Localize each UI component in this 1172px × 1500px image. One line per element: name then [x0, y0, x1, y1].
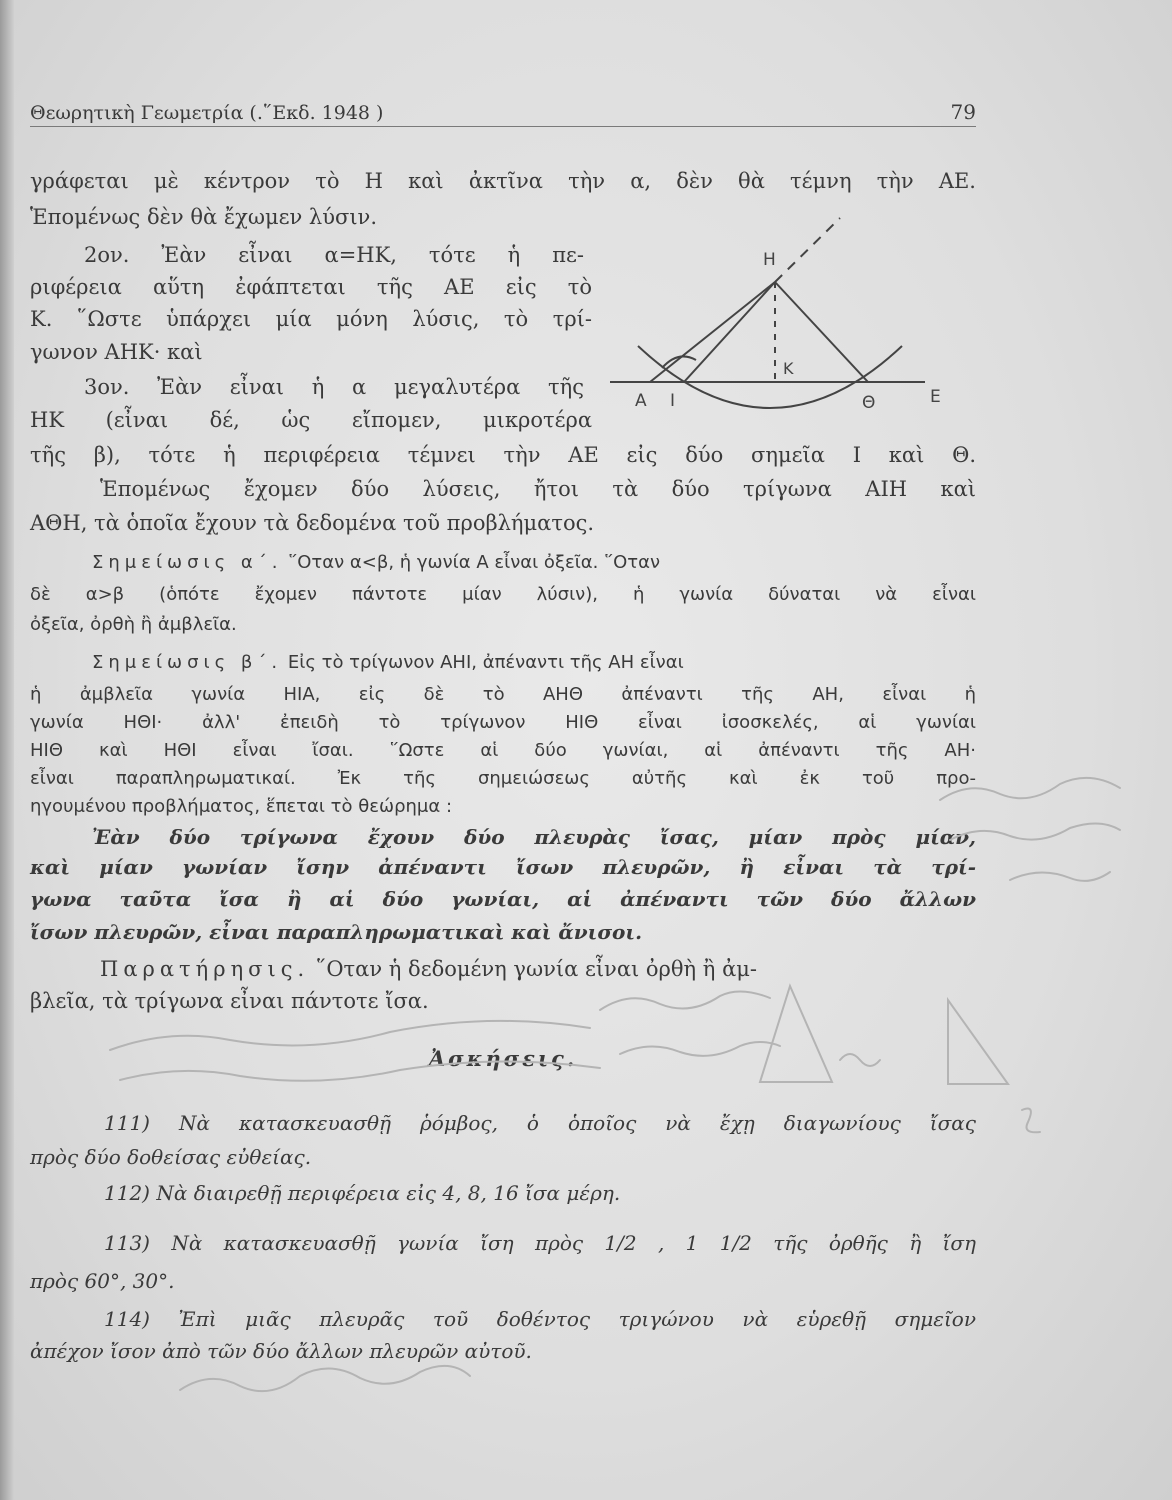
exercises-heading: Ἀσκήσεις. — [428, 1046, 578, 1071]
body-line-3: 2ον. Ἐὰν εἶναι α=ΗΚ, τότε ἡ πε- — [84, 243, 584, 267]
label-e: Ε — [930, 387, 941, 407]
body-line-6: γωνον ΑΗΚ· καὶ — [30, 340, 203, 364]
exercise-111: 111) Νὰ κατασκευασθῇ ῥόμβος, ὁ ὁποῖος νὰ ἔχῃ διαγωνίους ἴσας — [104, 1111, 976, 1135]
page-edge-shadow — [0, 0, 14, 1500]
note-alpha-line-1: ῞Οταν α<β, ἡ γωνία Α εἶναι ὀξεῖα. ῞Οταν — [288, 552, 661, 573]
pencil-bottom-note — [180, 1366, 470, 1391]
running-header — [30, 100, 976, 127]
theorem-line-3: γωνα ταῦτα ἴσα ἢ αἱ δύο γωνίαι, αἱ ἀπέναντι τῶν δύο ἄλλων — [30, 887, 976, 911]
exercise-111-cont: πρὸς δύο δοθείσας εὐθείας. — [30, 1145, 312, 1169]
body-line-2: Ἑπομένως δὲν θὰ ἔχωμεν λύσιν. — [30, 205, 377, 229]
note-beta-line-5: εἶναι παραπληρωματικαί. Ἐκ τῆς σημειώσεως αὐτῆς καὶ ἐκ τοῦ προ- — [30, 768, 976, 789]
body-line-4: ριφέρεια αὕτη ἐφάπτεται τῆς ΑΕ εἰς τὸ — [30, 275, 592, 299]
note-beta-line-3: γωνία ΗΘΙ· ἀλλ' ἐπειδὴ τὸ τρίγωνον ΗΙΘ εἶναι ἰσοσκελές, αἱ γωνίαι — [30, 712, 976, 733]
body-line-9: τῆς β), τότε ἡ περιφέρεια τέμνει τὴν ΑΕ εἰς δύο σημεῖα Ι καὶ Θ. — [30, 443, 976, 467]
extension-dashed-line — [775, 218, 840, 282]
remark-label: Παρατήρησις. — [100, 957, 310, 981]
theorem-line-2: καὶ μίαν γωνίαν ἴσην ἀπέναντι ἴσων πλευρῶν, ἢ εἶναι τὰ τρί- — [30, 855, 976, 879]
body-line-11: ΑΘΗ, τὰ ὁποῖα ἔχουν τὰ δεδομένα τοῦ προβλήματος. — [30, 511, 595, 535]
body-line-1: γράφεται μὲ κέντρον τὸ Η καὶ ἀκτῖνα τὴν α, δὲν θὰ τέμνη τὴν ΑΕ. — [30, 169, 976, 193]
label-k: Κ — [783, 359, 794, 378]
body-line-5: Κ. ῞Ωστε ὑπάρχει μία μόνη λύσις, τὸ τρί- — [30, 307, 592, 331]
note-beta-line-1: Εἰς τὸ τρίγωνον ΑΗΙ, ἀπέναντι τῆς ΑΗ εἶναι — [287, 652, 684, 673]
remark — [100, 954, 976, 984]
note-beta-line-6: ηγουμένου προβλήματος, ἕπεται τὸ θεώρημα : — [30, 796, 453, 817]
exercise-114-cont: ἀπέχον ἴσον ἀπὸ τῶν δύο ἄλλων πλευρῶν αὐτοῦ. — [30, 1339, 532, 1363]
body-line-10: Ἑπομένως ἔχομεν δύο λύσεις, ἤτοι τὰ δύο τρίγωνα ΑΙΗ καὶ — [100, 477, 976, 501]
pencil-margin-note-3 — [1010, 872, 1110, 881]
page-number: 79 — [950, 100, 976, 124]
header-title: Θεωρητικὴ Γεωμετρία (.῞Εκδ. 1948 ) — [30, 102, 384, 124]
note-beta — [92, 648, 976, 677]
note-alpha-label: Σημείωσις α΄. — [92, 552, 283, 573]
remark-line-2: βλεῖα, τὰ τρίγωνα εἶναι πάντοτε ἴσα. — [30, 989, 429, 1013]
body-line-7: 3ον. Ἐὰν εἶναι ἡ α μεγαλυτέρα τῆς — [84, 375, 584, 399]
exercise-114: 114) Ἐπὶ μιᾶς πλευρᾶς τοῦ δοθέντος τριγώνου νὰ εὑρεθῇ σημεῖον — [104, 1307, 976, 1331]
note-alpha-line-2: δὲ α>β (ὁπότε ἔχομεν πάντοτε μίαν λύσιν), ἡ γωνία δύναται νὰ εἶναι — [30, 584, 976, 605]
segment-hi — [684, 282, 775, 382]
exercise-112: 112) Νὰ διαιρεθῇ περιφέρεια εἰς 4, 8, 16 ἴσα μέρη. — [104, 1181, 621, 1205]
theorem-line-1: Ἐὰν δύο τρίγωνα ἔχουν δύο πλευρὰς ἴσας, μίαν πρὸς μίαν, — [92, 825, 976, 849]
exercise-113: 113) Νὰ κατασκευασθῇ γωνία ἴση πρὸς 1/2 , 1 1/2 τῆς ὀρθῆς ἢ ἴση — [104, 1231, 976, 1255]
note-beta-line-4: ΗΙΘ καὶ ΗΘΙ εἶναι ἴσαι. ῞Ωστε αἱ δύο γωνίαι, αἱ ἀπέναντι τῆς ΑΗ· — [30, 740, 976, 761]
segment-ha — [650, 282, 775, 382]
label-theta: Θ — [862, 393, 876, 413]
note-beta-label: Σημείωσις β΄. — [92, 652, 283, 673]
label-a: Α — [635, 391, 647, 411]
pencil-mark-z2 — [1022, 1109, 1040, 1133]
label-h: Η — [763, 250, 776, 270]
note-alpha-line-3: ὀξεῖα, ὀρθὴ ἢ ἀμβλεῖα. — [30, 614, 237, 635]
remark-line-1: ῞Οταν ἡ δεδομένη γωνία εἶναι ὀρθὴ ἢ ἀμ- — [315, 957, 757, 981]
note-beta-line-2: ἡ ἀμβλεῖα γωνία ΗΙΑ, εἰς δὲ τὸ ΑΗΘ ἀπέναντι τῆς ΑΗ, εἶναι ἡ — [30, 684, 976, 705]
label-i: Ι — [670, 391, 676, 411]
note-alpha — [92, 548, 976, 577]
theorem-line-4: ἴσων πλευρῶν, εἶναι παραπληρωματικαὶ καὶ ἄνισοι. — [30, 920, 643, 944]
geometry-figure — [600, 210, 960, 420]
body-line-8: ΗΚ (εἶναι δέ, ὡς εἴπομεν, μικροτέρα — [30, 408, 592, 432]
exercise-113-cont: πρὸς 60°, 30°. — [30, 1269, 175, 1293]
